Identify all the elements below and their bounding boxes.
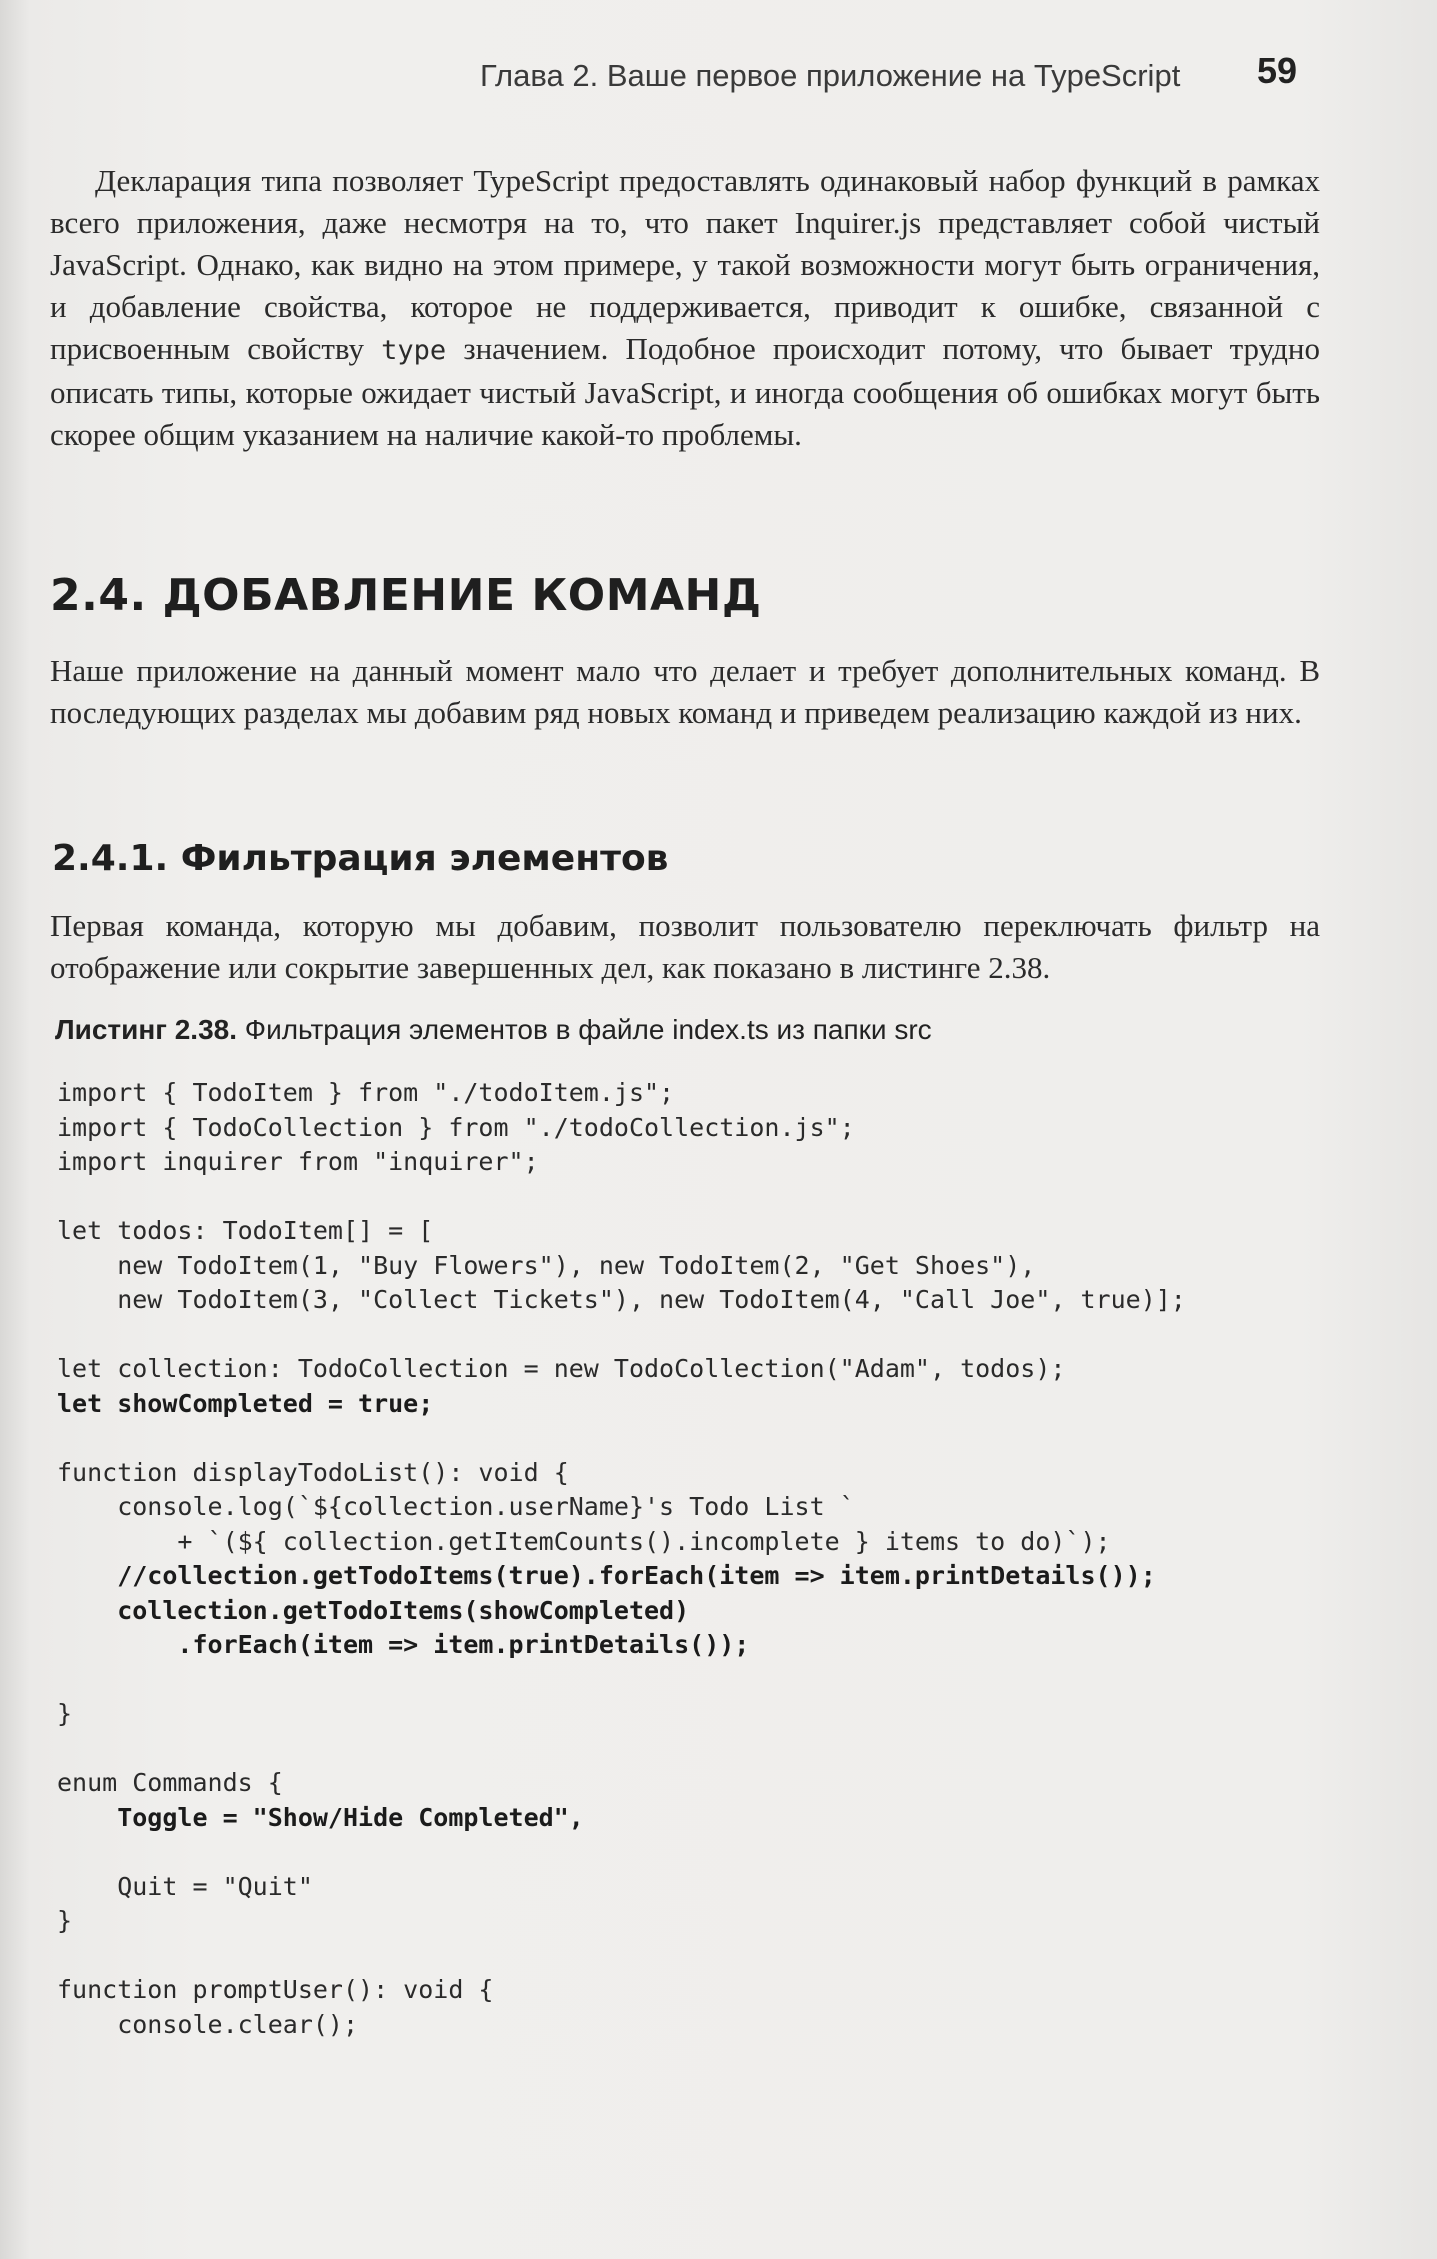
code-line: new TodoItem(1, "Buy Flowers"), new TodoItem(2, "Get Shoes"), (57, 1250, 1036, 1280)
code-line (57, 1180, 1357, 1215)
code-line: + `(${ collection.getItemCounts().incomplete } items to do)`); (57, 1526, 1111, 1556)
intro-text-part1: Декларация типа позволяет TypeScript предоставлять одинаковый набор функций в рамках всего приложения, даже несмотря на то, что пакет Inquirer.js представляет собой чистый JavaScript. Однако, как видно на этом примере, у такой возможности могут быть ограничения, и добавление свойства, которое не поддерживается, приводит к ошибке, связанной с присвоенным свойству (50, 163, 1320, 366)
listing-caption-text: Фильтрация элементов в файле index.ts из папки src (237, 1014, 932, 1045)
section-paragraph-text: Наше приложение на данный момент мало что делает и требует дополнительных команд. В последующих разделах мы добавим ряд новых команд и приведем реализацию каждой из них. (50, 653, 1320, 730)
code-line: console.clear(); (57, 2009, 359, 2039)
code-line: let showCompleted = true; (57, 1388, 434, 1418)
code-line (57, 1318, 1357, 1353)
code-line (57, 1421, 1357, 1456)
code-line: } (57, 1906, 73, 1935)
chapter-title: Глава 2. Ваше первое приложение на TypeScript (480, 58, 1181, 93)
code-line: let collection: TodoCollection = new TodoCollection("Adam", todos); (57, 1354, 1066, 1383)
listing-label: Листинг 2.38. (55, 1014, 237, 1045)
code-line: function promptUser(): void { (57, 1975, 494, 2004)
inline-code-type: type (381, 335, 447, 366)
code-line: collection.getTodoItems(showCompleted) (57, 1595, 690, 1625)
code-line: import inquirer from "inquirer"; (57, 1147, 539, 1176)
code-line (57, 1835, 1357, 1870)
code-line: Toggle = "Show/Hide Completed", (57, 1802, 584, 1832)
section-heading: 2.4. ДОБАВЛЕНИЕ КОМАНД (50, 570, 762, 621)
code-line: new TodoItem(3, "Collect Tickets"), new TodoItem(4, "Call Joe", true)]; (57, 1285, 1186, 1314)
code-line (57, 1663, 1357, 1698)
section-paragraph (50, 650, 1320, 734)
code-listing (57, 1076, 1357, 2042)
intro-paragraph (50, 160, 1320, 456)
subsection-paragraph (50, 905, 1320, 989)
code-line: let todos: TodoItem[] = [ (57, 1216, 434, 1245)
code-line: import { TodoCollection } from "./todoCollection.js"; (57, 1112, 855, 1142)
running-header (480, 50, 1357, 110)
intro-text-part2: значением. Подобное происходит потому, что бывает трудно описать типы, которые ожидает чистый JavaScript, и иногда сообщения об ошибках могут быть скорее общим указанием на наличие какой-то проблемы. (50, 331, 1320, 452)
code-line: import { TodoItem } from "./todoItem.js"; (57, 1078, 675, 1107)
subsection-paragraph-text: Первая команда, которую мы добавим, позволит пользователю переключать фильтр на отображение или сокрытие завершенных дел, как показано в листинге 2.38. (50, 908, 1320, 985)
page-number: 59 (1256, 50, 1297, 91)
code-line: enum Commands { (57, 1768, 283, 1797)
code-line: console.log(`${collection.userName}'s Todo List ` (57, 1492, 855, 1521)
code-line: Quit = "Quit" (57, 1871, 313, 1901)
code-line: } (57, 1699, 73, 1728)
code-line (57, 1732, 1357, 1767)
code-line: .forEach(item => item.printDetails()); (57, 1630, 750, 1659)
listing-caption (55, 1014, 932, 1046)
code-line: function displayTodoList(): void { (57, 1457, 569, 1487)
subsection-heading: 2.4.1. Фильтрация элементов (52, 838, 669, 879)
code-line (57, 1939, 1357, 1974)
code-line: //collection.getTodoItems(true).forEach(item => item.printDetails()); (57, 1561, 1156, 1590)
